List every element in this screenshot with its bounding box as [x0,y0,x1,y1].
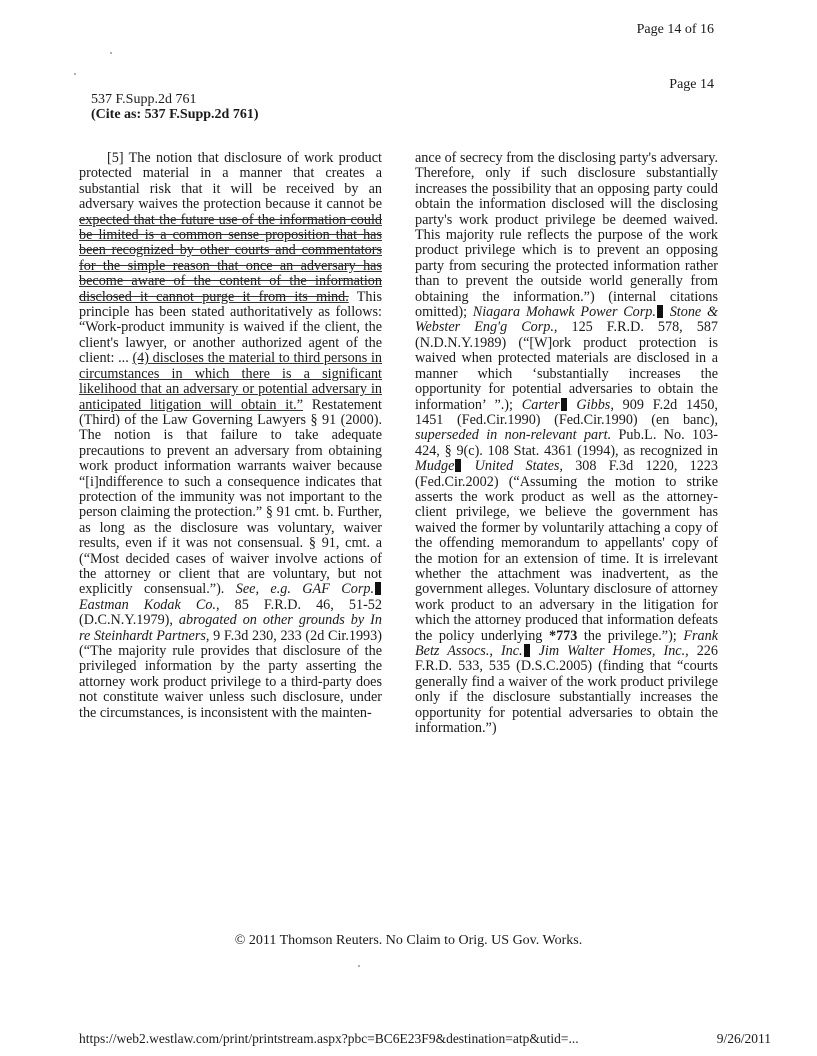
text-run: Restatement (Third) of the Law Governing Lawyers § 91 (2000). The notion is that failure to take adequate precautions to prevent an adversary from obtaining work product information warrants waiver because “[i]ndifference to such a consequence indicates that protection of the immunity was not important to the person claiming the protection.” § 91 cmt. b. Further, as long as the disclosure was voluntary, waiver results, even if it was not consensual. § 91, cmt. a (“Most decided cases of waiver involve actions of the attorney or client that are voluntary, but not explicitly consensual.”). [79,396,382,598]
cite-as-line: (Cite as: 537 F.Supp.2d 761) [91,107,259,122]
text-run: Pub.L. No. 103-424, § 9(c). 108 Stat. 4361 (1994), as recognized in [415,427,719,459]
text-run: the privilege.”); [577,627,684,644]
case-link[interactable]: Frank Betz Assocs., Inc. [415,627,718,659]
text-run: This principle has been stated authoritatively as follows: “Work-product immunity is waived if the client, the client's lawyer, or another authorized agent of the client: ... [79,288,382,367]
left-column [79,151,382,721]
text-run: 909 F.2d 1450, 1451 (Fed.Cir.1990) (Fed.Cir.1990) (en banc), [415,396,718,428]
keycite-flag-icon[interactable] [375,582,381,595]
keycite-flag-icon[interactable] [561,398,567,411]
copyright-notice: © 2011 Thomson Reuters. No Claim to Orig. US Gov. Works. [234,933,583,948]
keycite-flag-icon[interactable] [524,644,530,657]
case-link[interactable]: abrogated on other grounds by In re Steinhardt Partners, [79,612,382,644]
citation-block [91,92,259,122]
left-paragraph [79,151,382,721]
keycite-flag-icon[interactable] [657,305,663,318]
right-column [415,151,718,736]
case-link[interactable]: Jim Walter Homes, Inc., [530,643,689,659]
scan-speck [110,52,112,54]
footer-url[interactable]: https://web2.westlaw.com/print/printstream.aspx?pbc=BC6E23F9&destination=atp&utid=... [79,1031,579,1046]
case-link[interactable]: Gibbs, [567,396,614,413]
highlighted-text: expected that the future use of the information could be limited is a common sense proposition that has been recognized by other courts and commentators for the simple reason that once an adversary has become aware of the content of the information disclosed it cannot purge it from its mind. [79,211,382,305]
right-paragraph [415,151,718,736]
text-run: ance of secrecy from the disclosing party's adversary. Therefore, only if such disclosure substantially increases the possibility that an opposing party could obtain the information disclosed will the disclosing party's work product privilege be deemed waived. This majority rule reflects the purpose of the work product privilege which is to prevent an opposing party from securing the protected information rather than to prevent the outside world generally from obtaining the information.”) (internal citations omitted); [415,150,718,321]
case-link[interactable]: United States, [462,458,563,475]
footer-date: 9/26/2011 [716,1031,771,1046]
text-run: 308 F.3d 1220, 1223 (Fed.Cir.2002) (“Assuming the motion to strike asserts the work product as well as the attorney-client privilege, we believe the government has waived the former by voluntarily attaching a copy of the offending memorandum to appellants' copy of the motion for an extension of time. It is irrelevant whether the attachment was inadvertent, as the government alleges. Voluntary disclosure of attorney work product to an adversary in the litigation for which the attorney produced that information defeats the policy underlying [415,458,718,644]
text-run: [5] The notion that disclosure of work product protected material in a manner that creates a substantial risk that it will be received by an adversary waives the protection because it cannot be [79,150,382,213]
star-page-marker: *773 [548,627,578,644]
text-run: 85 F.R.D. 46, 51-52 (D.C.N.Y.1979), [79,596,382,629]
case-link[interactable]: See, e.g. GAF Corp. [235,581,374,598]
text-run: 9 F.3d 230, 233 (2d Cir.1993) (“The majority rule provides that disclosure of the privileged information by the party asserting the attorney work product privilege to a third-party does not constitute waiver unless such disclosure, under the circumstances, is inconsistent with the mainten- [79,627,382,721]
scan-speck [358,965,360,967]
keycite-flag-icon[interactable] [455,459,461,472]
text-run: 226 F.R.D. 533, 535 (D.S.C.2005) (finding that “courts generally find a waiver of the work product privilege only if the disclosure substantially increases the opportunity for potential adversaries to obtain the information.”) [415,643,718,737]
reporter-citation: 537 F.Supp.2d 761 [91,92,197,107]
scan-speck [74,73,76,75]
case-link[interactable]: Carter [521,396,560,413]
case-link[interactable]: Eastman Kodak Co., [79,596,220,613]
case-link[interactable]: Mudge [415,458,455,475]
case-link[interactable]: Niagara Mohawk Power Corp. [472,304,656,321]
highlighted-text: (4) discloses the material to third persons in circumstances in which there is a significant likelihood that an adversary or potential adversary in anticipated litigation will obtain it.” [79,350,382,413]
page-label: Page 14 [669,77,714,92]
history-note: superseded in non-relevant part. [415,427,612,444]
page-count: Page 14 of 16 [636,22,714,37]
text-run: 125 F.R.D. 578, 587 (N.D.N.Y.1989) (“[W]ork product protection is waived when protected materials are disclosed in a manner which ‘substantially increases the opportunity for potential adversaries to obtain the information’ ”.); [415,319,719,413]
case-link[interactable]: Stone & Webster Eng'g Corp., [415,304,718,336]
